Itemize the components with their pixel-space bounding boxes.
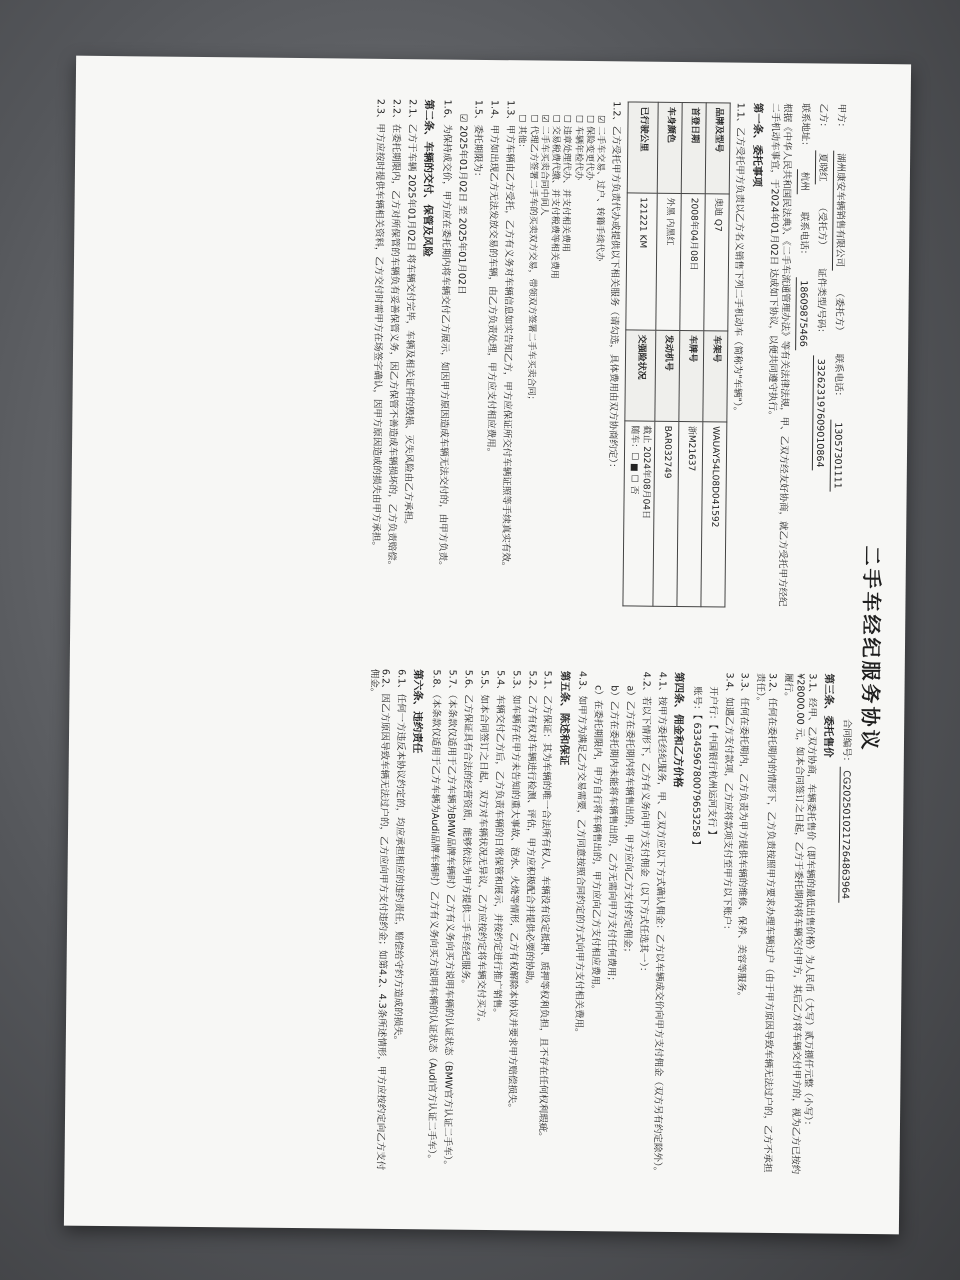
service-checkbox[interactable]: ☑ 二手车交易、过户、转籍手续代办 <box>589 115 605 606</box>
section-3-title: 第三条、委托售价 <box>821 673 835 758</box>
service-checkbox[interactable]: ☐ 保险变更代办 <box>578 115 594 606</box>
document-title: 二手车经纪服务协议 <box>857 545 885 753</box>
clause-6-1: 6.1、任何一方违反本协议约定的，均应承担相应的违约责任，赔偿给守约方造成的损失。 <box>392 669 408 1046</box>
clause-3-1: 3.1、经甲、乙双方协商，车辆委托售价（即车辆的最低出售价格）为人民币（大写）贰万捌仟元整（小写）：¥28000.00 元，如本合同签订之日起，乙方于委托期内将车辆交付甲方，其后乙方将车辆交付甲方的，视为乙方已按约履行。 <box>782 673 818 1175</box>
contract-number: 合同编号：CG2025010217264863964 <box>838 719 852 903</box>
clause-1-1: 1.1、乙方受托甲方负责以乙方名义销售下列二手机动车（简称为"车辆"）。 <box>731 102 747 417</box>
section-1-title: 第一条、委托事项 <box>750 102 764 187</box>
clause-5-5: 5.5、如本合同签订之日起，双方对车辆状况无异议，乙方应按约定将车辆交付买方。 <box>474 669 490 1028</box>
service-checkbox[interactable]: ☐ 违章处理代办、并支付相关费用 <box>556 115 572 606</box>
section-6-title: 第六条、违约责任 <box>411 669 425 754</box>
section-5-title: 第五条、陈述和保证 <box>557 670 571 766</box>
services-list <box>511 100 606 606</box>
table-row: 已行驶公里 121221 KM 交强险状况 截止 2024年08月04日 随车：☐ ■ ☐ 否 <box>623 102 658 606</box>
left-column <box>365 99 847 609</box>
clause-1-5-title: 1.5、委托期限为： <box>472 99 485 182</box>
account-number: 【 6334596780079653258 】 <box>689 714 703 850</box>
clause-4-2: 4.2、若以下情形下，乙方有义务向甲方支付佣金（以下方式任选其一）： <box>637 671 652 977</box>
party-b-row: 乙方： 夏晓红 （受托方） 证件类型/号码： 332623197609010864 <box>811 103 829 608</box>
clause-5-6: 5.6、乙方保证具有合法的经营资质，能够依法为甲方提供二手车经纪服务。 <box>459 669 474 989</box>
clause-1-5: ☑ 2025年01月02日 至 2025年01月02日 <box>455 113 469 295</box>
clause-2-2: 2.2、在委托期限内，乙方对所保管的车辆负有妥善保管义务，因乙方保管不善造成车辆损坏的，乙方负责赔偿。 <box>385 98 402 571</box>
clause-2-1: 2.1、乙方于车辆 2025年01月02日 将车辆交付完毕，车辆及相关证件的毁损、灭失风险由乙方承担。 <box>401 99 418 530</box>
vehicle-info-table <box>623 101 731 607</box>
service-checkbox[interactable]: ☐ 车辆年检代办 <box>567 115 583 606</box>
bank-row: 开户行：【 中国银行杭州运河支行 】 <box>705 686 719 840</box>
clause-1-3: 1.3、甲方车辆由乙方受托，乙方有义务对车辆信息如实告知乙方，甲方应保证所交付车辆证照等手续真实有效。 <box>500 100 516 572</box>
address-value: 杭州 <box>797 169 810 194</box>
address-row: 联系地址： 杭州 联系电话： 18609875466 <box>793 103 811 608</box>
service-checkbox[interactable]: ☐ 交易税费代缴、并支付税费等相关费用 <box>544 115 560 606</box>
party-b-id: 332623197609010864 <box>812 356 826 471</box>
clause-6-2: 6.2、因乙方原因导致车辆无法过户的，乙方应向甲方支付违约金；如第4.2、4.3条所述情形，甲方应按约定向乙方支付佣金。 <box>368 668 392 1171</box>
preamble: 根据《中华人民共和国民法典》、《二手车流通管理办法》等有关法律法规，甲、乙双方经友好协商，就乙方受托甲方经纪二手机动车事宜，于2024年01月02日 达成如下协议，以便共同遵守执行。 <box>766 102 794 607</box>
clause-4-3: 4.3、如甲方为满足乙方交易需要，乙方同意按照合同约定的方式向甲方支付相关费用。 <box>573 670 589 1038</box>
party-a-row: 甲方： 湖州康安车辆销售有限公司 （委托方） 联系电话： 13057301111 <box>829 104 847 609</box>
contract-content <box>64 56 911 1235</box>
party-a-name: 湖州康安车辆销售有限公司 <box>832 150 846 270</box>
clause-1-6: 1.6、为保持成交价，甲方应在委托期内将车辆交付乙方展示，如因甲方原因造成车辆无法交付的，由甲方负责。 <box>436 99 453 571</box>
clause-4-2c: c）在委托期限内，甲方自行将车辆售出的，甲方应向乙方支付相应费用。 <box>589 685 604 995</box>
clause-5-3: 5.3、如车辆存在甲方未告知的重大事故、泡水、火烧等情形，乙方有权解除本协议并要求甲方赔偿损失。 <box>505 670 522 1113</box>
service-checkbox[interactable]: ☑ 二手车买卖合同中间人 <box>533 115 549 606</box>
clause-3-3: 3.3、任何在委托期内，乙方负责为甲方提供车辆的维修、保养、美容等服务。 <box>735 672 751 1002</box>
table-row: 首登日期 2008年04月08日 车牌号 浙M21637 <box>677 103 706 607</box>
clause-5-8: 5.8、（本条款仅适用于乙方车辆为Audi品牌车辆时）乙方有义务向买方说明车辆的认证状态（Audi官方认证二手车）。 <box>425 669 443 1164</box>
clause-4-2b: b）乙方在委托期内未能将车辆售出的，乙方无需向甲方支付任何费用； <box>605 685 620 986</box>
clause-5-4: 5.4、车辆交付乙方后，乙方负责车辆的日常保管和展示，并按约定进行推广销售。 <box>490 670 506 1018</box>
party-a-phone: 13057301111 <box>830 419 844 492</box>
bank-name: 【 中国银行杭州运河支行 】 <box>705 724 718 840</box>
clause-1-2: 1.2、乙方受托甲方负责代办或提供以下相关服务（请勾选，具体费用由双方协商约定）： <box>606 101 622 473</box>
section-4-title: 第四条、佣金和乙方价格 <box>671 671 685 788</box>
service-checkbox[interactable]: ☐ 代理乙方签署二手车的买卖双方交易，带领双方签署二手车买卖合同； <box>522 114 538 605</box>
clause-1-4: 1.4、甲方如出现乙方无法发放交易的车辆，由乙方负责处理，甲方应支付相应费用。 <box>485 99 501 458</box>
address-phone: 18609875466 <box>795 277 809 350</box>
clause-5-2: 5.2、乙方有权对车辆进行检测、评估，甲方应积极配合并提供必要的协助。 <box>523 670 538 990</box>
right-column <box>358 669 841 1179</box>
account-row: 账号：【 6334596780079653258 】 <box>689 686 703 850</box>
clause-4-1: 4.1、按甲方委托经纪服务，甲、乙双方应以下方式确认佣金：乙方以车辆成交价向甲方支付佣金（双方另有约定除外）。 <box>651 671 668 1177</box>
clause-3-2: 3.2、任何在委托期内的情形下，乙方负责按照甲方要求办理车辆过户（由于甲方原因导致车辆无法过户的，乙方不承担责任）。 <box>754 672 778 1173</box>
clause-5-7: 5.7、（本条款仅适用于乙方车辆为BMW品牌车辆时）乙方有义务向买方说明车辆的认证状态（BMW官方认证二手车）。 <box>441 669 458 1170</box>
clause-2-3: 2.3、甲方应按时提供车辆相关资料，乙方交付时需甲方在场签字确认，因甲方原因造成的损失由甲方承担。 <box>369 98 386 552</box>
contract-paper <box>64 56 911 1235</box>
clause-3-4: 3.4、如遇乙方支付款项，乙方应将款项支付至甲方以下账户： <box>720 672 735 935</box>
clause-4-2a: a）乙方在委托期内将车辆售出的，甲方应向乙方支付约定佣金； <box>621 685 636 958</box>
clause-5-1: 5.1、乙方保证：其为车辆的唯一合法所有权人，车辆没有设定抵押、质押等权利负担，且不存在任何权利瑕疵。 <box>537 670 554 1142</box>
section-2-title: 第二条、车辆的交付、保管及风险 <box>420 99 435 257</box>
party-b-name: 夏晓红 <box>815 150 828 185</box>
table-row: 品牌及型号 奥迪 Q7 车架号 WAUAY54L08D041592 <box>701 103 730 607</box>
service-checkbox[interactable]: ☐ 其他： <box>511 114 527 605</box>
table-row: 车身颜色 外黑 内黑红 发动机号 BAR032749 <box>653 102 682 606</box>
